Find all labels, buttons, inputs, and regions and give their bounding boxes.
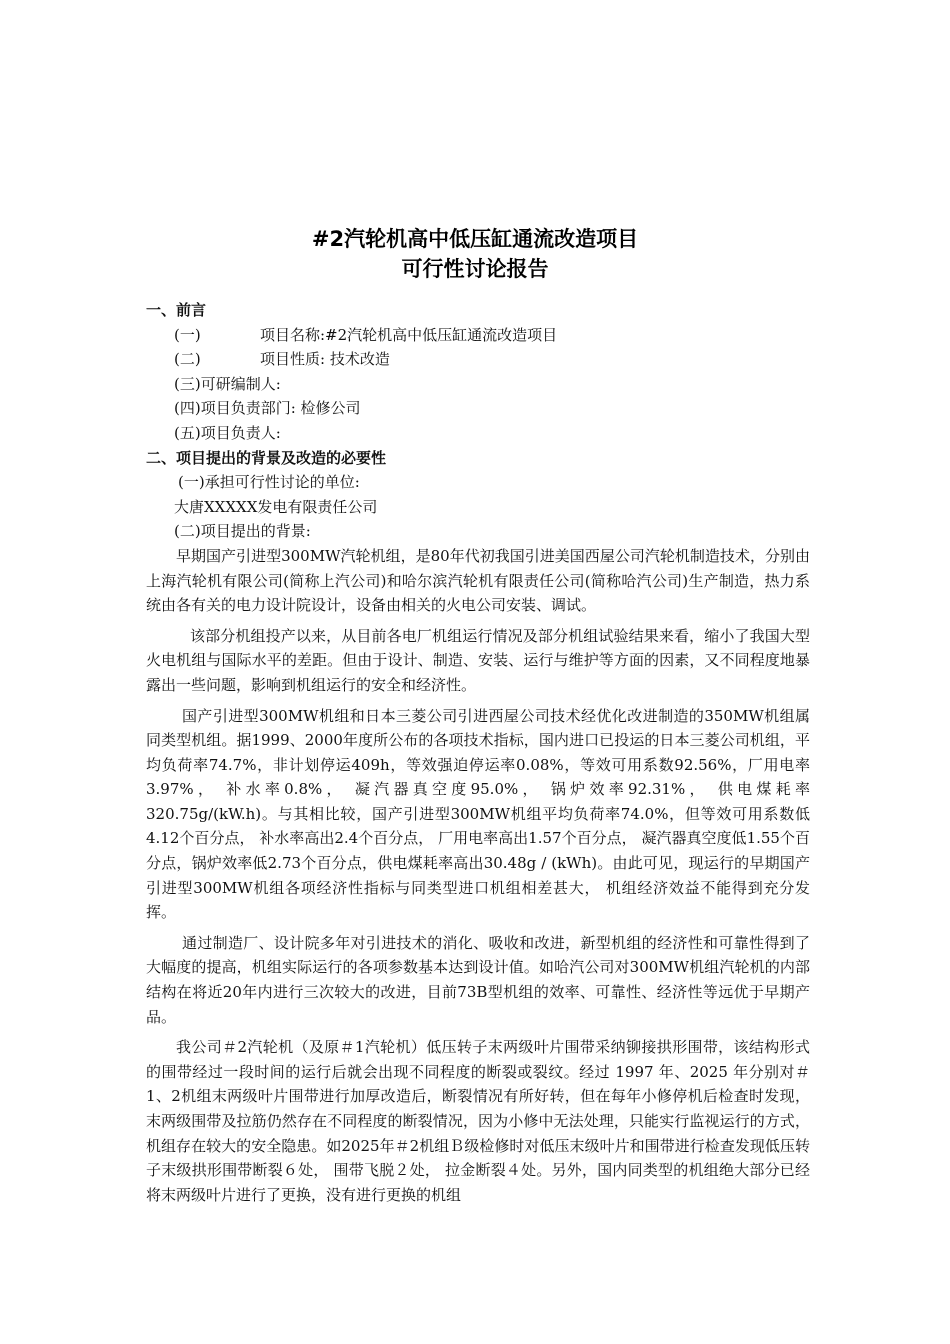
section-1-heading: 一、前言: [146, 301, 207, 319]
title-line-2: 可行性讨论报告: [401, 257, 549, 281]
section-1-item-5: (五)项目负责人:: [174, 423, 281, 442]
section-1-item-3: (三)可研编制人:: [174, 374, 281, 393]
section-2-sub-1: (一)承担可行性讨论的单位:: [178, 473, 360, 492]
paragraph-3: 国产引进型300MW机组和日本三菱公司引进西屋公司技术经优化改进制造的350MW机组属同类型机组。据1999、2000年度所公布的各项技术指标，国内进口已投运的日本三菱公司机组，平均负荷率74.7%，非计划停运409h，等效强迫停运率0.08%，等效可用系数92.56%，厂用电率3.97%， 补水率0.8%， 凝汽器真空度95.0%， 锅炉效率92.31%， 供电煤耗率320.75g/(kW.h)。与其相比较，国产引进型300MW机组平均负荷率74.0%，但等效可用系数低4.12个百分点， 补水率高出2.4个百分点， 厂用电率高出1.57个百分点， 凝汽器真空度低1.55个百分点，锅炉效率低2.73个百分点，供电煤耗率高出30.48g / (kWh)。由此可见，现运行的早期国产引进型300MW机组各项经济性指标与同类型进口机组相差甚大， 机组经济效益不能得到充分发挥。: [146, 706, 810, 922]
section-2-sub-1-value: 大唐XXXXX发电有限责任公司: [174, 497, 378, 516]
item-text: 项目名称:#2汽轮机高中低压缸通流改造项目: [260, 325, 558, 344]
section-1-item-1: [146, 323, 810, 348]
section-1-item-4: (四)项目负责部门: 检修公司: [174, 399, 361, 418]
paragraph-5: 我公司＃2汽轮机（及原＃1汽轮机）低压转子末两级叶片围带采纳铆接拱形围带，该结构形式的围带经过一段时间的运行后就会出现不同程度的断裂或裂纹。经过 1997 年、2025 年分别对＃1、2机组末两级叶片围带进行加厚改造后，断裂情况有所好转，但在每年小修停机后检查时发现，末两级围带及拉筋仍然存在不同程度的断裂情况，因为小修中无法处理，只能实行监视运行的方式，机组存在较大的安全隐患。如2025年＃2机组Ｂ级检修时对低压末级叶片和围带进行检查发现低压转子末级拱形围带断裂６处， 围带飞脱２处， 拉金断裂４处。另外，国内同类型的机组绝大部分已经将末两级叶片进行了更换，没有进行更换的机组: [146, 1038, 810, 1204]
item-text: 项目性质: 技术改造: [260, 350, 390, 369]
paragraph-2: 该部分机组投产以来，从目前各电厂机组运行情况及部分机组试验结果来看，缩小了我国大型火电机组与国际水平的差距。但由于设计、制造、安装、运行与维护等方面的因素，又不同程度地暴露出一些问题，影响到机组运行的安全和经济性。: [146, 626, 810, 694]
section-2-heading: 二、项目提出的背景及改造的必要性: [146, 448, 387, 467]
section-2-sub-2: (二)项目提出的背景:: [174, 522, 311, 541]
paragraph-1: 早期国产引进型300MW汽轮机组，是80年代初我国引进美国西屋公司汽轮机制造技术，分别由上海汽轮机有限公司(简称上汽公司)和哈尔滨汽轮机有限责任公司(简称哈汽公司)生产制造，热力系统由各有关的电力设计院设计，设备由相关的火电公司安装、调试。: [146, 546, 810, 615]
title-line-1: #2汽轮机高中低压缸通流改造项目: [311, 227, 639, 251]
report-body: [146, 298, 810, 1207]
report-title: [0, 224, 950, 284]
item-number: (一): [174, 325, 201, 344]
item-number: (二): [174, 350, 201, 369]
paragraph-4: 通过制造厂、设计院多年对引进技术的消化、吸收和改进，新型机组的经济性和可靠性得到了大幅度的提高，机组实际运行的各项参数基本达到设计值。如哈汽公司对300MW机组汽轮机的内部结构在将近20年内进行三次较大的改进，目前73B型机组的效率、可靠性、经济性等远优于早期产品。: [146, 933, 810, 1026]
section-1-item-2: [146, 347, 810, 372]
